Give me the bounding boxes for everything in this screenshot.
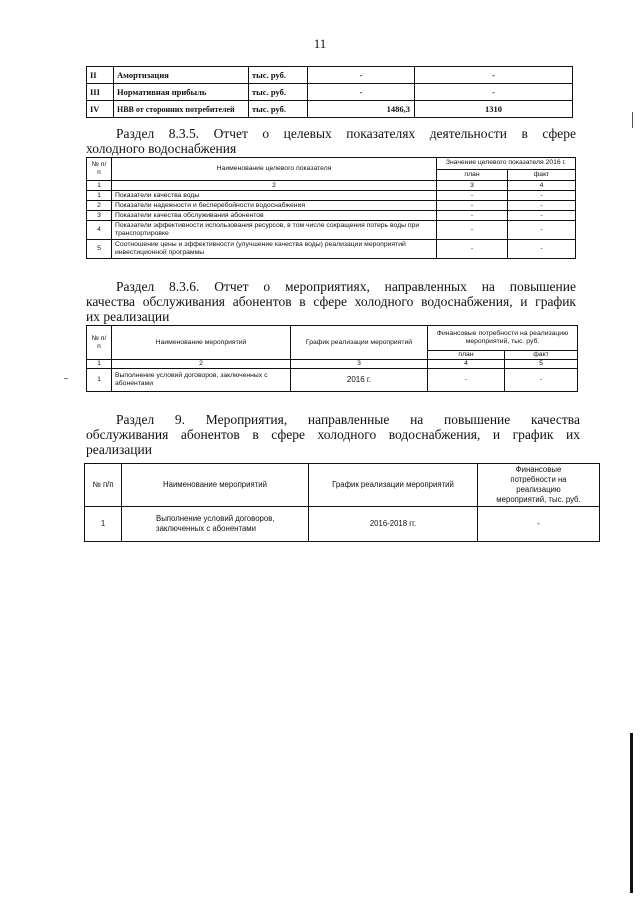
table-index-row xyxy=(87,181,576,191)
header-name: Наименование целевого показателя xyxy=(112,158,437,181)
row-unit: тыс. руб. xyxy=(249,84,308,101)
heading-line: Раздел 8.3.5. Отчет о целевых показателях деятельности в сфере xyxy=(116,126,576,141)
measures-report-table xyxy=(86,325,578,392)
row-name: Показатели качества воды xyxy=(112,191,437,201)
header-schedule: График реализации мероприятий xyxy=(291,326,428,360)
index-cell: 1 xyxy=(87,181,112,191)
index-cell: 3 xyxy=(437,181,508,191)
row-plan: - xyxy=(437,221,508,240)
header-name: Наименование мероприятий xyxy=(122,464,309,507)
header-number: № п/п xyxy=(85,464,122,507)
row-number: 4 xyxy=(87,221,112,240)
row-value-2: 1310 xyxy=(415,101,573,118)
header-schedule: График реализации мероприятий xyxy=(309,464,478,507)
row-number: 3 xyxy=(87,211,112,221)
row-fact: - xyxy=(508,191,576,201)
index-cell: 2 xyxy=(112,360,291,369)
index-cell: 4 xyxy=(508,181,576,191)
section-9-heading xyxy=(86,412,580,457)
table-row xyxy=(87,211,576,221)
row-value-1: - xyxy=(308,84,415,101)
row-number: III xyxy=(87,84,114,101)
row-value-2: - xyxy=(415,84,573,101)
row-plan: - xyxy=(437,191,508,201)
row-name: Показатели надежности и бесперебойности водоснабжения xyxy=(112,201,437,211)
row-fact: - xyxy=(508,201,576,211)
header-plan: план xyxy=(428,351,505,360)
heading-line: качества обслуживания абонентов в сфере холодного водоснабжения, и график xyxy=(86,294,576,309)
table-row xyxy=(87,369,578,392)
row-schedule: 2016-2018 гг. xyxy=(309,507,478,542)
index-cell: 4 xyxy=(428,360,505,369)
row-fact: - xyxy=(508,211,576,221)
row-fact: - xyxy=(508,221,576,240)
row-unit: тыс. руб. xyxy=(249,101,308,118)
row-value-1: - xyxy=(308,67,415,84)
index-cell: 1 xyxy=(87,360,112,369)
header-number: № п/п xyxy=(87,326,112,360)
row-number: IV xyxy=(87,101,114,118)
row-fact: - xyxy=(505,369,578,392)
row-number: 2 xyxy=(87,201,112,211)
index-cell: 3 xyxy=(291,360,428,369)
row-name: НВВ от сторонних потребителей xyxy=(114,101,249,118)
header-fact: факт xyxy=(508,169,576,181)
row-name: Выполнение условий договоров, заключенных с абонентами xyxy=(122,507,309,542)
row-schedule: 2016 г. xyxy=(291,369,428,392)
row-number: 5 xyxy=(87,240,112,259)
row-name: Показатели качества обслуживания абонентов xyxy=(112,211,437,221)
table-row xyxy=(87,191,576,201)
scan-margin-mark xyxy=(632,112,633,128)
heading-line: обслуживания абонентов в сфере холодного водоснабжения, и график их xyxy=(86,427,580,442)
row-name: Показатели эффективности использования ресурсов, в том числе сокращения потерь воды при транспортировке xyxy=(112,221,437,240)
heading-line: холодного водоснабжения xyxy=(86,141,237,156)
row-value-2: - xyxy=(415,67,573,84)
header-number: № п/п xyxy=(87,158,112,181)
header-name: Наименование мероприятий xyxy=(112,326,291,360)
header-financial-needs: Финансовые потребности на реализацию мероприятий, тыс. руб. xyxy=(428,326,578,351)
heading-line: их реализации xyxy=(86,309,170,324)
measures-plan-table xyxy=(84,463,600,542)
table-row xyxy=(87,67,573,84)
table-header-row xyxy=(85,464,600,507)
row-plan: - xyxy=(437,201,508,211)
section-8-3-6-heading xyxy=(86,279,576,324)
header-value: Значение целевого показателя 2016 г. xyxy=(437,158,576,170)
page-number: 11 xyxy=(313,36,327,51)
row-financial-needs: - xyxy=(478,507,600,542)
table-index-row xyxy=(87,360,578,369)
table-row xyxy=(87,101,573,118)
scan-edge-line xyxy=(630,733,633,893)
section-8-3-5-heading xyxy=(86,126,576,156)
row-fact: - xyxy=(508,240,576,259)
header-financial-needs: Финансовые потребности на реализацию мероприятий, тыс. руб. xyxy=(478,464,600,507)
header-plan: план xyxy=(437,169,508,181)
index-cell: 2 xyxy=(112,181,437,191)
table-header-row xyxy=(87,326,578,351)
table-row xyxy=(87,221,576,240)
row-number: 1 xyxy=(85,507,122,542)
row-name: Соотношение цены и эффективности (улучшение качества воды) реализации мероприятий инвестиционной программы xyxy=(112,240,437,259)
row-plan: - xyxy=(428,369,505,392)
table-header-row xyxy=(87,158,576,170)
row-name: Амортизация xyxy=(114,67,249,84)
row-plan: - xyxy=(437,211,508,221)
table-row xyxy=(87,201,576,211)
row-unit: тыс. руб. xyxy=(249,67,308,84)
target-indicators-table xyxy=(86,157,576,259)
row-name: Нормативная прибыль xyxy=(114,84,249,101)
heading-line: реализации xyxy=(86,442,152,457)
heading-line: Раздел 8.3.6. Отчет о мероприятиях, направленных на повышение xyxy=(116,279,576,294)
row-name: Выполнение условий договоров, заключенных с абонентами xyxy=(112,369,291,392)
row-plan: - xyxy=(437,240,508,259)
row-number: 1 xyxy=(87,191,112,201)
row-number: II xyxy=(87,67,114,84)
table-row xyxy=(87,84,573,101)
row-number: 1 xyxy=(87,369,112,392)
row-value-1: 1486,3 xyxy=(308,101,415,118)
header-fact: факт xyxy=(505,351,578,360)
index-cell: 5 xyxy=(505,360,578,369)
heading-line: Раздел 9. Мероприятия, направленные на повышение качества xyxy=(116,412,580,427)
table-row xyxy=(87,240,576,259)
financial-summary-table xyxy=(86,66,573,118)
table-row xyxy=(85,507,600,542)
scan-margin-mark xyxy=(64,378,68,379)
